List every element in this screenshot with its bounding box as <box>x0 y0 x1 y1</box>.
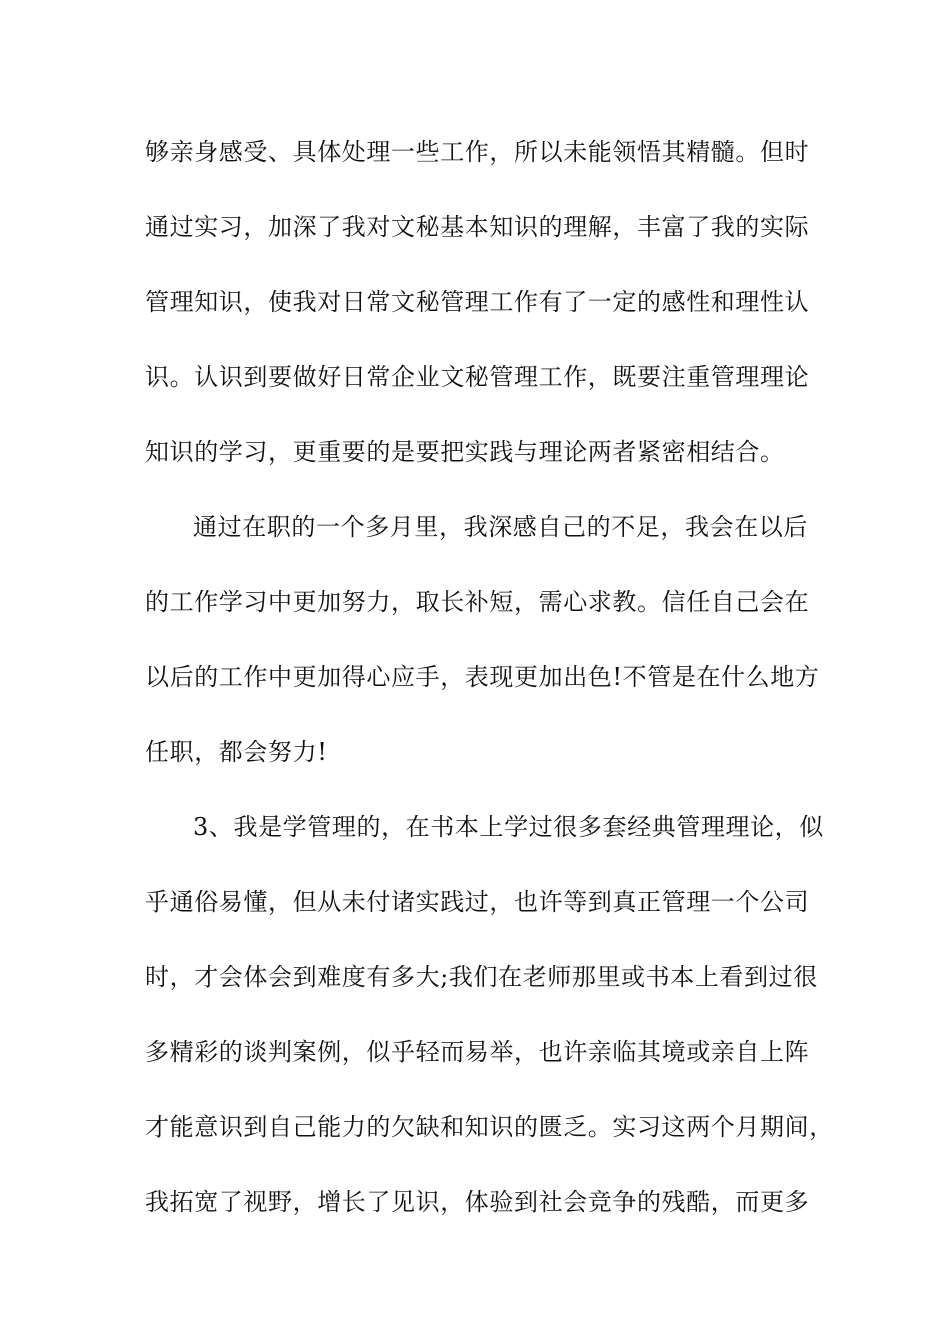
paragraph-first-line: 3、我是学管理的，在书本上学过很多套经典管理理论，似 <box>193 813 824 841</box>
text-line: 才能意识到自己能力的欠缺和知识的匮乏。实习这两个月期间， <box>145 1113 834 1141</box>
text-line: 的工作学习中更加努力，取长补短，需心求教。信任自己会在 <box>145 588 810 616</box>
text-line: 时，才会体会到难度有多大;我们在老师那里或书本上看到过很 <box>145 963 818 991</box>
text-line: 够亲身感受、具体处理一些工作，所以未能领悟其精髓。但时 <box>145 138 810 166</box>
text-line: 知识的学习，更重要的是要把实践与理论两者紧密相结合。 <box>145 438 785 466</box>
text-line: 乎通俗易懂，但从未付诸实践过，也许等到真正管理一个公司 <box>145 888 810 916</box>
text-line: 识。认识到要做好日常企业文秘管理工作，既要注重管理理论 <box>145 363 810 391</box>
paragraph-first-line: 通过在职的一个多月里，我深感自己的不足，我会在以后 <box>193 513 808 541</box>
text-line: 通过实习，加深了我对文秘基本知识的理解，丰富了我的实际 <box>145 213 810 241</box>
text-line: 以后的工作中更加得心应手，表现更加出色!不管是在什么地方 <box>145 663 820 691</box>
text-line: 多精彩的谈判案例，似乎轻而易举，也许亲临其境或亲自上阵 <box>145 1038 810 1066</box>
text-line: 任职，都会努力! <box>145 738 328 766</box>
text-line: 我拓宽了视野，增长了见识，体验到社会竞争的残酷，而更多 <box>145 1188 810 1216</box>
text-line: 管理知识，使我对日常文秘管理工作有了一定的感性和理性认 <box>145 288 810 316</box>
